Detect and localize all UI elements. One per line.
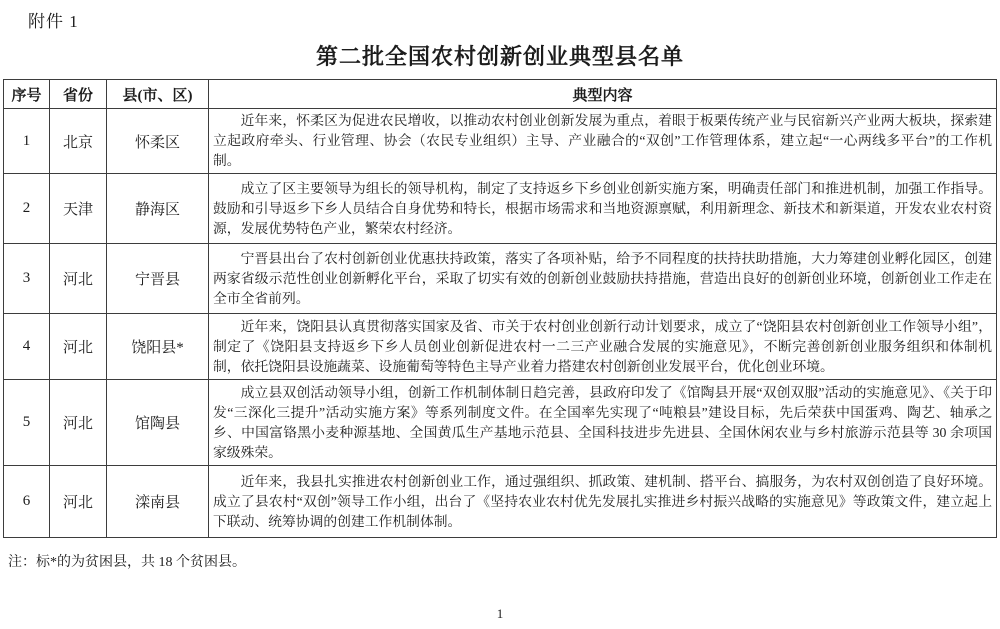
header-serial-number: 序号	[4, 80, 50, 109]
cell-county: 宁晋县	[107, 244, 209, 314]
cell-province: 河北	[50, 314, 107, 380]
typical-content-text: 近年来，饶阳县认真贯彻落实国家及省、市关于农村创业创新行动计划要求，成立了“饶阳县农村创新创业工作领导小组”，制定了《饶阳县支持返乡下乡人员创业创新促进农村一二三产业融合发展的实施意见》，不断完善创新创业服务组织和体制机制，依托饶阳县设施蔬菜、设施葡萄等特色主导产业着力搭建农村创新创业发展平台，优化创业环境。	[213, 318, 992, 374]
cell-typical-content	[209, 174, 997, 244]
page-number: 1	[496, 606, 504, 621]
cell-county: 滦南县	[107, 466, 209, 538]
cell-typical-content	[209, 466, 997, 538]
typical-county-table	[3, 79, 997, 538]
table-row	[4, 380, 997, 466]
cell-serial-number: 2	[4, 174, 50, 244]
header-typical-content: 典型内容	[209, 80, 997, 109]
footnote: 注：标*的为贫困县，共 18 个贫困县。	[8, 555, 246, 570]
cell-typical-content	[209, 244, 997, 314]
table-header-row	[4, 80, 997, 109]
cell-province: 北京	[50, 109, 107, 174]
cell-county: 馆陶县	[107, 380, 209, 466]
cell-typical-content	[209, 380, 997, 466]
header-province: 省份	[50, 80, 107, 109]
attachment-label: 附件 1	[28, 12, 79, 31]
typical-content-text: 近年来，我县扎实推进农村创新创业工作，通过强组织、抓政策、建机制、搭平台、搞服务，为农村双创创造了良好环境。成立了县农村“双创”领导工作小组，出台了《坚持农业农村优先发展扎实推进乡村振兴战略的实施意见》等政策文件，建立起上下联动、统筹协调的创建工作机制体制。	[213, 473, 992, 529]
table-row	[4, 314, 997, 380]
typical-content-text: 近年来，怀柔区为促进农民增收，以推动农村创业创新发展为重点，着眼于板栗传统产业与民宿新兴产业两大板块，探索建立起政府牵头、行业管理、协会（农民专业组织）主导、产业融合的“双创”工作管理体系，建立起“一心两线多平台”的工作机制。	[213, 113, 992, 168]
table-row	[4, 244, 997, 314]
cell-province: 河北	[50, 466, 107, 538]
typical-content-text: 成立了区主要领导为组长的领导机构，制定了支持返乡下乡创业创新实施方案，明确责任部门和推进机制，加强工作指导。鼓励和引导返乡下乡人员结合自身优势和特长，根据市场需求和当地资源禀赋，利用新理念、新技术和新渠道，开发农业农村资源，发展优势特色产业，繁荣农村经济。	[213, 180, 992, 236]
page-title: 第二批全国农村创新创业典型县名单	[315, 44, 684, 69]
cell-county: 饶阳县*	[107, 314, 209, 380]
table-row	[4, 174, 997, 244]
cell-serial-number: 4	[4, 314, 50, 380]
typical-content-text: 宁晋县出台了农村创新创业优惠扶持政策，落实了各项补贴，给予不同程度的扶持扶助措施，大力筹建创业孵化园区，创建两家省级示范性创业创新孵化平台，采取了切实有效的创新创业鼓励扶持措施，营造出良好的创新创业环境，创新创业工作走在全市全省前列。	[213, 250, 992, 306]
table-row	[4, 109, 997, 174]
table-row	[4, 466, 997, 538]
cell-typical-content	[209, 314, 997, 380]
cell-serial-number: 1	[4, 109, 50, 174]
cell-county: 怀柔区	[107, 109, 209, 174]
cell-serial-number: 5	[4, 380, 50, 466]
header-county: 县(市、区)	[107, 80, 209, 109]
cell-province: 天津	[50, 174, 107, 244]
cell-serial-number: 6	[4, 466, 50, 538]
cell-serial-number: 3	[4, 244, 50, 314]
cell-province: 河北	[50, 244, 107, 314]
typical-content-text: 成立县双创活动领导小组，创新工作机制体制日趋完善，县政府印发了《馆陶县开展“双创双服”活动的实施意见》、《关于印发“三深化三提升”活动实施方案》等系列制度文件。在全国率先实现了“吨粮县”建设目标，先后荣获中国蛋鸡、陶艺、轴承之乡、中国富铬黑小麦种源基地、全国黄瓜生产基地示范县、全国科技进步先进县、全国休闲农业与乡村旅游示范县等 30 余项国家级殊荣。	[213, 384, 992, 460]
cell-province: 河北	[50, 380, 107, 466]
cell-county: 静海区	[107, 174, 209, 244]
cell-typical-content	[209, 109, 997, 174]
